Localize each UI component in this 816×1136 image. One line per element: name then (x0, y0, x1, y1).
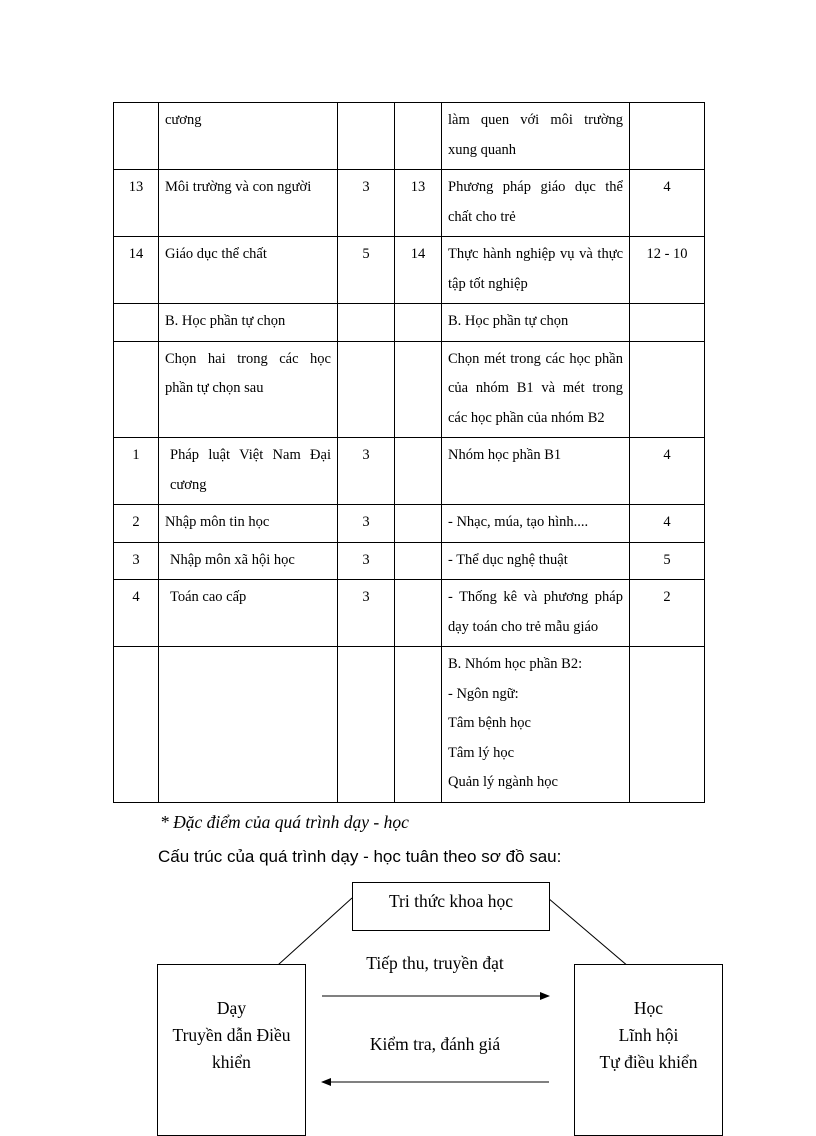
cell-no: 14 (114, 237, 159, 304)
cell-credits: 3 (338, 170, 395, 237)
cell-credits: 5 (338, 237, 395, 304)
group-b2-line: Tâm bệnh học (448, 715, 531, 731)
cell-subject-2: - Thống kê và phương pháp dạy toán cho trẻ mẫu giáo (442, 580, 630, 647)
cell-credits-2: 4 (630, 505, 705, 543)
cell-subject: Giáo dục thể chất (159, 237, 338, 304)
cell-subject: Pháp luật Việt Nam Đại cương (159, 438, 338, 505)
diagram-box-teaching (157, 964, 306, 1136)
learning-desc-2: Tự điều khiển (599, 1052, 698, 1072)
cell-subject-2: - Thể dục nghệ thuật (442, 542, 630, 580)
section-intro: Cấu trúc của quá trình dạy - học tuân theo sơ đồ sau: (158, 847, 562, 866)
cell-credits-2: 2 (630, 580, 705, 647)
group-b2-line: Tâm lý học (448, 744, 515, 761)
cell-credits: 3 (338, 438, 395, 505)
cell-credits: 3 (338, 542, 395, 580)
cell-credits-2: 4 (630, 170, 705, 237)
cell-subject-2: làm quen với môi trường xung quanh (442, 103, 630, 170)
cell-subject-2: Thực hành nghiệp vụ và thực tập tốt nghiệp (442, 237, 630, 304)
teaching-desc: Truyền dẫn Điều khiển (172, 1025, 291, 1072)
cell-no: 4 (114, 580, 159, 647)
group-b2-line: - Ngôn ngữ: (448, 685, 519, 702)
cell-subject: Toán cao cấp (159, 580, 338, 647)
cell-no: 3 (114, 542, 159, 580)
cell-subject: Nhập môn xã hội học (159, 542, 338, 580)
section-heading: * Đặc điểm của quá trình dạy - học (160, 812, 409, 832)
cell-subject: Môi trường và con người (159, 170, 338, 237)
cell-credits: 3 (338, 580, 395, 647)
cell-subject: Nhập môn tin học (159, 505, 338, 543)
arrow-label-transmit: Tiếp thu, truyền đạt (366, 953, 504, 973)
cell-subject: B. Học phần tự chọn (159, 304, 338, 342)
learning-title: Học (633, 998, 664, 1018)
cell-subject-2: Phương pháp giáo dục thể chất cho trẻ (442, 170, 630, 237)
cell-no-2: 14 (395, 237, 442, 304)
teaching-title: Dạy (216, 998, 247, 1018)
group-b2-line: B. Nhóm học phần B2: (448, 656, 583, 672)
cell-subject-2: - Nhạc, múa, tạo hình.... (442, 505, 630, 543)
arrow-label-evaluate: Kiểm tra, đánh giá (369, 1034, 501, 1054)
group-b2-line: Quản lý ngành học (448, 774, 558, 790)
learning-desc-1: Lĩnh hội (618, 1025, 679, 1045)
cell-credits-2: 4 (630, 438, 705, 505)
cell-credits-2: 5 (630, 542, 705, 580)
cell-subject: cương (159, 103, 338, 170)
cell-subject-2: Chọn mét trong các học phần của nhóm B1 và mét trong các học phần của nhóm B2 (442, 341, 630, 438)
cell-no: 13 (114, 170, 159, 237)
cell-credits-2: 12 - 10 (630, 237, 705, 304)
cell-subject-2: B. Học phần tự chọn (442, 304, 630, 342)
cell-credits: 3 (338, 505, 395, 543)
cell-subject: Chọn hai trong các học phần tự chọn sau (159, 341, 338, 438)
diagram-box-learning (574, 964, 723, 1136)
cell-no: 1 (114, 438, 159, 505)
cell-no: 2 (114, 505, 159, 543)
diagram-box-knowledge: Tri thức khoa học (352, 882, 550, 931)
cell-no-2: 13 (395, 170, 442, 237)
cell-subject-2: Nhóm học phần B1 (442, 438, 630, 505)
